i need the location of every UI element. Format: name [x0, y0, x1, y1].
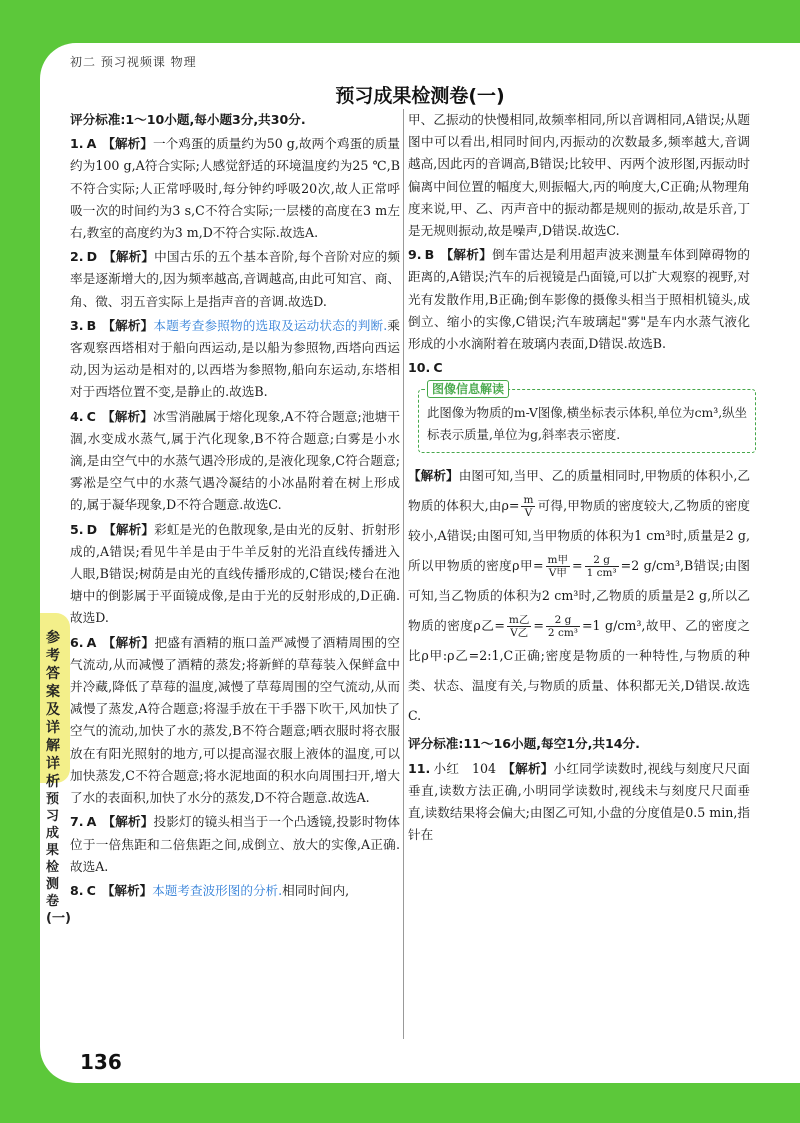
answer-item-8-continued: 甲、乙振动的快慢相同,故频率相同,所以音调相同,A错误;从题图中可以看出,相同时间内,丙振动的次数最多,频率越大,音调越高,因此丙的音调高,B错误;比较甲、丙两个波形图,丙振动时偏离中间位置的幅度大,则振幅大,丙的响度大,C正确;从物理角度来说,甲、乙、丙声音中的振动都是规则的振动,故是乐音,丁是无规则振动,故是噪声,D错误.故选C. — [408, 112, 750, 239]
answer-item-10-analysis: 【解析】由图可知,当甲、乙的质量相同时,甲物质的体积小,乙物质的体积大,由ρ= $\frac{m}{V}$ 可得,甲物质的密度较大,乙物质的密度较小,A错误;由图可知,当甲物质的体积为1 cm³时,质量是2 g,所以甲物质的密度ρ甲= $\frac{\text{m甲}}{\text{V甲}}$ = $\frac{2 g}{\text{1 cm³}}$ =2 g/cm³,B错误;由图可知,当乙物质的体积为2 cm³时,乙物质的质量是2 g,所以乙物质的密度ρ乙= $\frac{\text{m乙}}{\text{V乙}}$ = $\frac{2 g}{\text{2 cm³}}$ =1 g/cm³,故甲、乙的密度之比ρ甲:ρ乙=2:1,C正确;密度是物质的一种特性,与物质的种类、状态、温度有关,与物质的质量、体积都无关,D错误.故选C. — [408, 468, 751, 724]
graph-info-title: 图像信息解读 — [427, 380, 509, 398]
graph-info-text: 此图像为物质的m-V图像,横坐标表示体积,单位为cm³,纵坐标表示质量,单位为g,斜率表示密度. — [427, 405, 747, 443]
scoring-standard-2: 评分标准:11～16小题,每空1分,共14分. — [408, 736, 640, 752]
column-divider — [403, 109, 404, 1039]
page-title: 预习成果检测卷(一) — [335, 85, 505, 107]
answer-item-2: 2. D 【解析】中国古乐的五个基本音阶,每个音阶对应的频率是逐渐增大的,因为频率越高,音调越高,由此可知宫、商、角、徵、羽五音实际上是指声音的音调.故选D. — [70, 249, 400, 309]
graph-info-box — [418, 382, 756, 453]
density-formula: $\frac{m}{V}$ — [523, 494, 534, 520]
answer-item-7: 7. A 【解析】投影灯的镜头相当于一个凸透镜,投影时物体位于一倍焦距和二倍焦距之间,成倒立、放大的实像,A正确.故选A. — [70, 814, 400, 874]
answer-item-10: 10. C — [408, 360, 443, 376]
density-jia-formula: $\frac{\text{m甲}}{\text{V甲}}$ — [547, 554, 569, 580]
topic-note: 本题考查参照物的选取及运动状态的判断. — [153, 317, 388, 333]
page-number: 136 — [80, 1050, 122, 1074]
answer-item-5: 5. D 【解析】彩虹是光的色散现象,是由光的反射、折射形成的,A错误;看见牛羊是由于牛羊反射的光沿直线传播进入人眼,B错误;树荫是由光的直线传播形成的,C错误;楼台在池塘中的倒影属于平面镜成像,是由于光的反射形成的,D正确.故选D. — [70, 521, 400, 626]
breadcrumb: 初二 预习视频课 物理 — [70, 55, 197, 69]
answer-item-6: 6. A 【解析】把盛有酒精的瓶口盖严减慢了酒精周围的空气流动,从而减慢了酒精的蒸发;将新鲜的草莓装入保鲜盒中并冷藏,降低了草莓的温度,减慢了草莓周围的空气流动,从而减慢了蒸发,A符合题意;将湿手放在干手器下吹干,风加快了空气的流动,加快了水的蒸发,B不符合题意;晒衣服时将衣服放在有阳光照射的地方,可以提高湿衣服上液体的温度,可以加快蒸发,C不符合题意;将水泥地面的积水向周围扫开,增大了水的表面积,加快了水分的蒸发,D不符合题意.故选A. — [70, 634, 401, 806]
answer-item-4: 4. C 【解析】冰雪消融属于熔化现象,A不符合题意;池塘干涸,水变成水蒸气,属于汽化现象,B不符合题意;白雾是小水滴,是由空气中的水蒸气遇冷形成的,是液化现象,C符合题意;雾凇是空气中的水蒸气遇冷凝结的小冰晶附着在树上形成的,属于凝华现象,D不符合题意.故选C. — [70, 408, 401, 513]
answer-item-11: 11. 小红 104 【解析】小红同学读数时,视线与刻度尺尺面垂直,读数方法正确,小明同学读数时,视线未与刻度尺尺面垂直,读数结果将会偏大;由图乙可知,小盘的分度值是0.5 min,指针在 — [408, 760, 750, 843]
answer-item-8: 8. C 【解析】本题考查波形图的分析.相同时间内, — [70, 882, 350, 898]
density-yi-values: $\frac{2 g}{\text{2 cm³}}$ — [547, 614, 578, 640]
section-tab-label: 参考答案及详解详析 — [46, 630, 60, 790]
answer-page — [40, 43, 800, 1083]
answer-item-1: 1. A 【解析】一个鸡蛋的质量约为50 g,故两个鸡蛋的质量约为100 g,A符合实际;人感觉舒适的环境温度约为25 ℃,B不符合实际;人正常呼吸时,每分钟约呼吸20次,故人正常呼吸一次的时间约为3 s,C不符合实际;一层楼的高度在3 m左右,教室的高度约为3 m,D不符合实际.故选A. — [70, 136, 401, 241]
density-jia-values: $\frac{2 g}{\text{1 cm³}}$ — [586, 554, 617, 580]
topic-note: 本题考查波形图的分析. — [152, 882, 283, 898]
left-column — [70, 109, 400, 904]
answer-item-3: 3. B 【解析】本题考查参照物的选取及运动状态的判断.乘客观察西塔相对于船向西运动,是以船为参照物,西塔向西运动,因为运动是相对的,以西塔为参照物,船向东运动,东塔相对于西塔位置不变,是静止的.故选B. — [70, 317, 401, 400]
scoring-standard-1: 评分标准:1～10小题,每小题3分,共30分. — [70, 112, 306, 127]
right-column — [408, 109, 750, 848]
density-yi-formula: $\frac{\text{m乙}}{\text{V乙}}$ — [508, 614, 530, 640]
chapter-tab-label: 预习成果检测卷(一) — [46, 792, 71, 926]
answer-item-9: 9. B 【解析】倒车雷达是利用超声波来测量车体到障碍物的距离的,A错误;汽车的后视镜是凸面镜,可以扩大观察的视野,对光有发散作用,B正确;倒车影像的摄像头相当于照相机镜头,成倒立、缩小的实像,C错误;汽车玻璃起"雾"是车内水蒸气液化形成的小水滴附着在玻璃内表面,D错误.故选B. — [408, 247, 751, 352]
